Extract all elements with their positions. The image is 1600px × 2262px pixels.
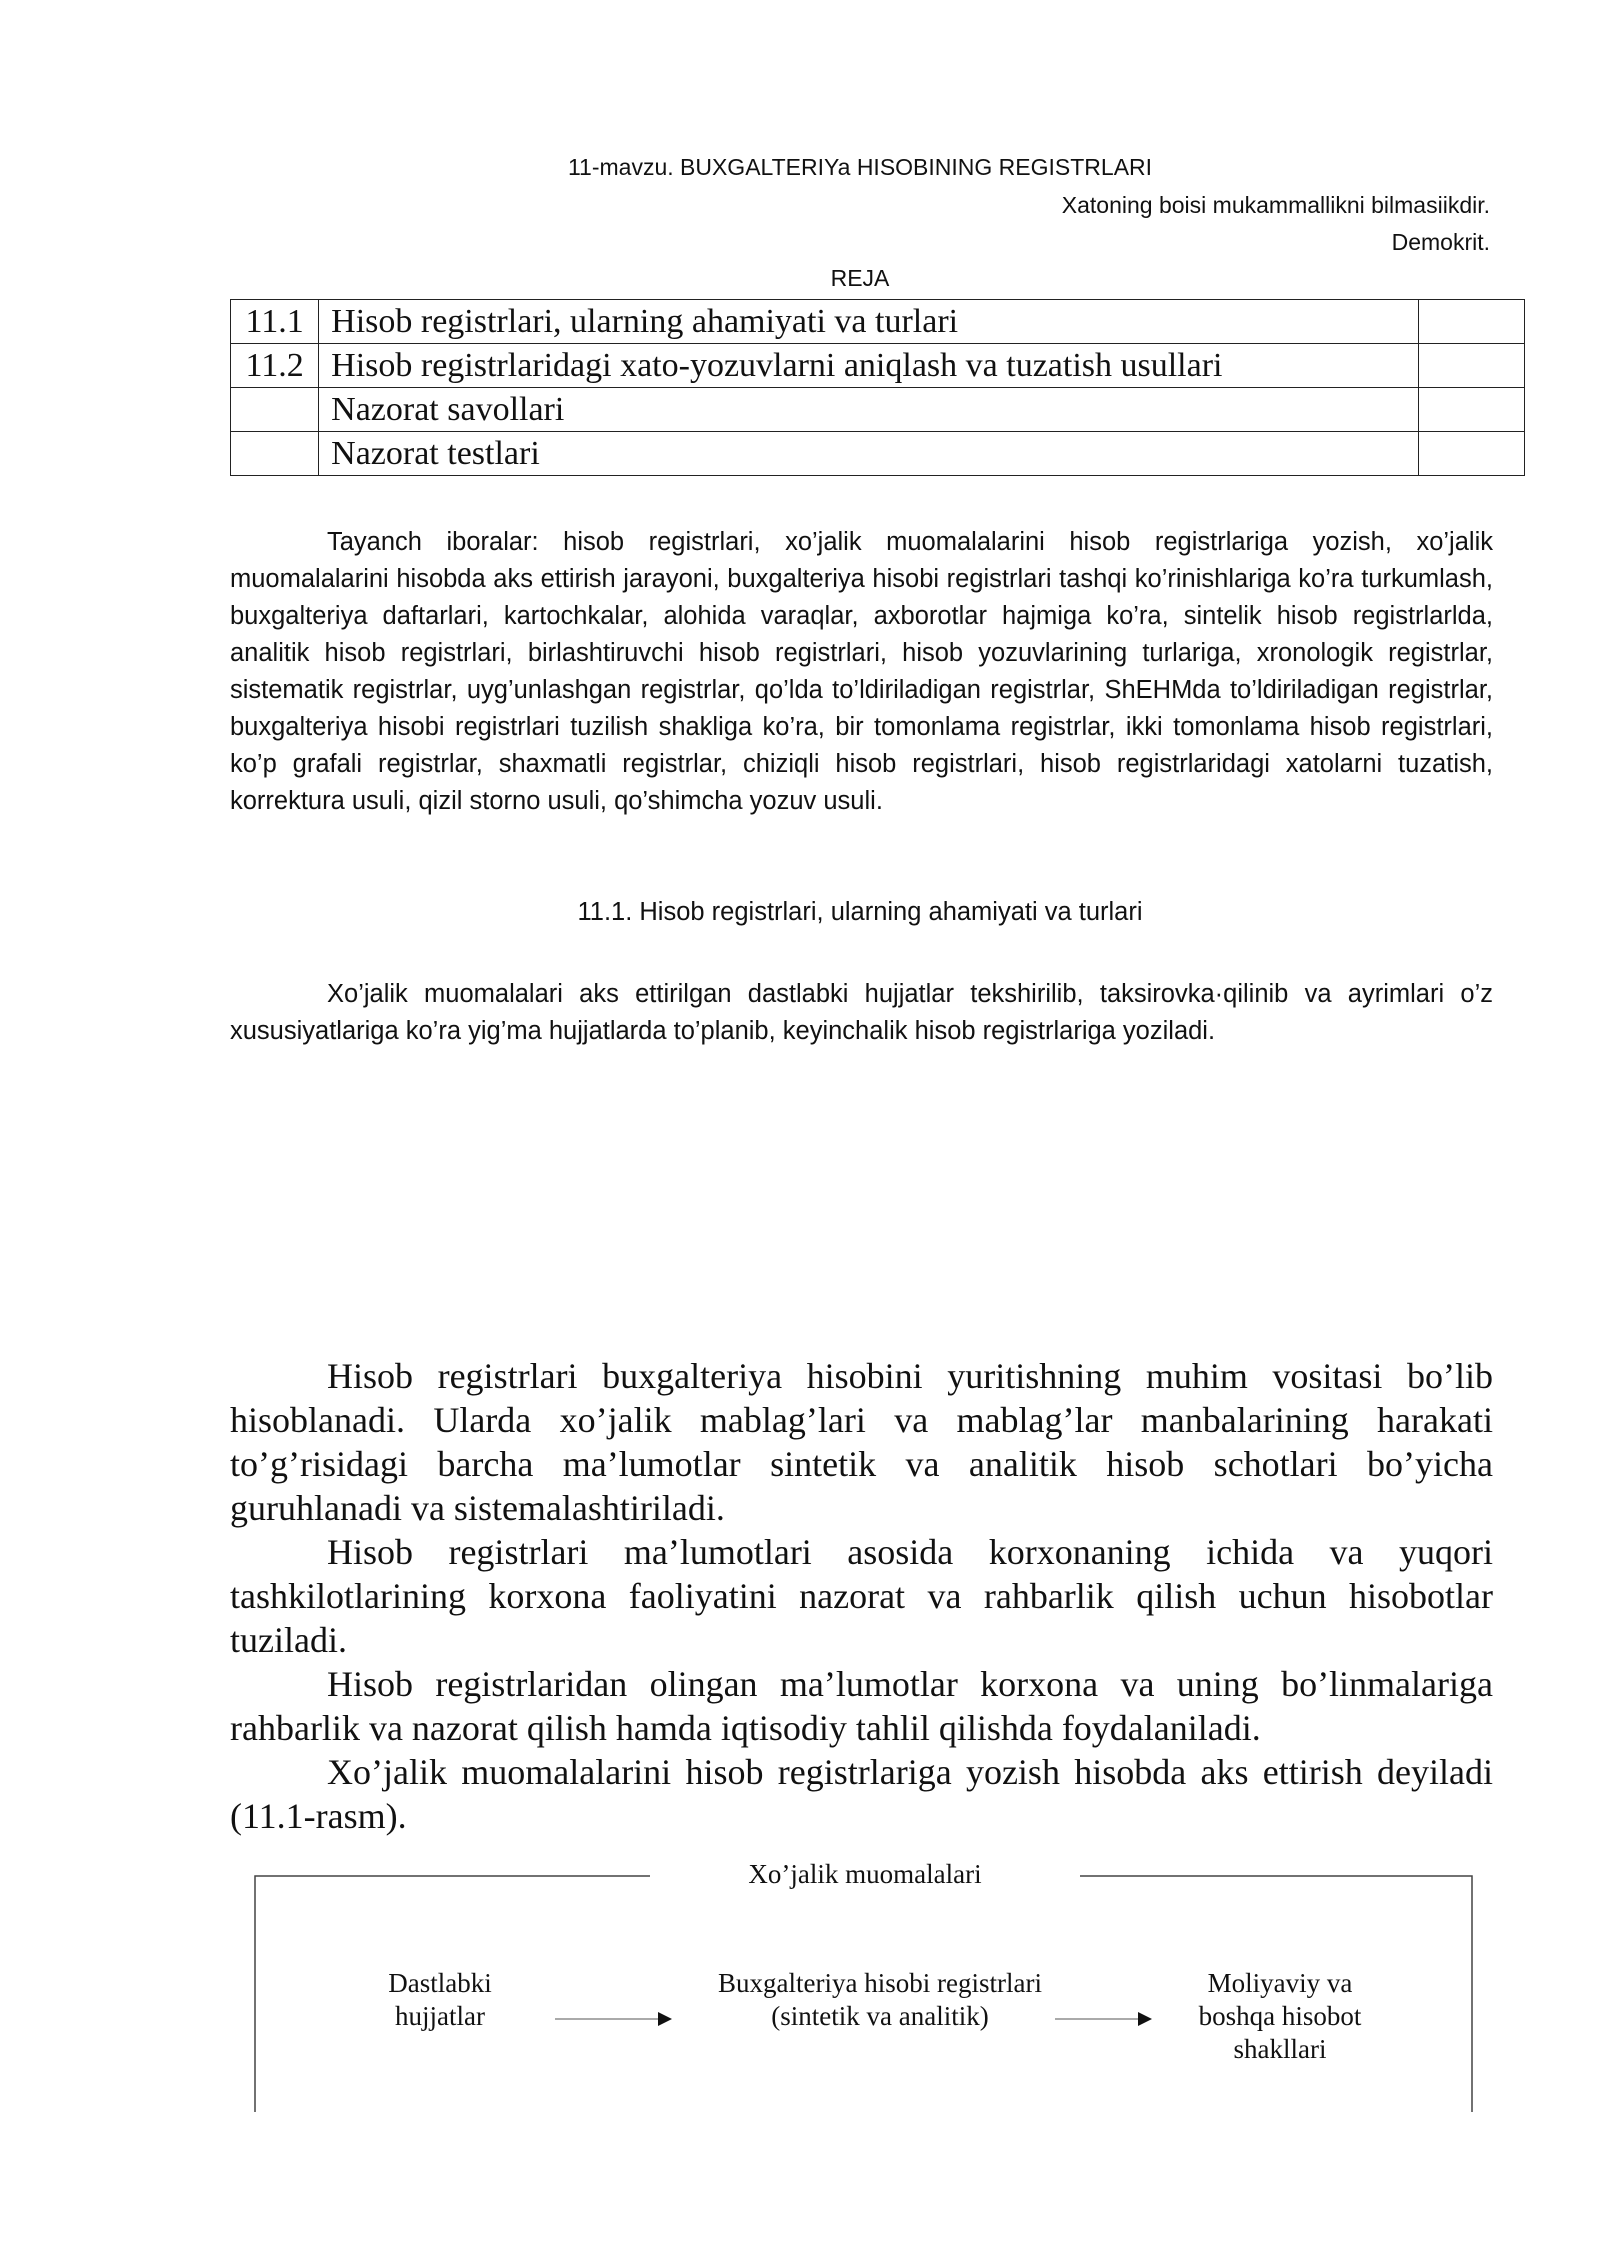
plan-row xyxy=(231,432,1525,476)
plan-row xyxy=(231,300,1525,344)
node-line: shakllari xyxy=(1233,2034,1327,2064)
plan-item-title: Hisob registrlari, ularning ahamiyati va turlari xyxy=(319,300,1418,344)
plan-item-title: Nazorat savollari xyxy=(319,388,1418,432)
diagram-node-primary-documents xyxy=(340,1967,540,2033)
section-title: 11.1. Hisob registrlari, ularning ahamiyati va turlari xyxy=(577,898,1143,926)
plan-empty-cell xyxy=(1418,344,1524,388)
plan-table xyxy=(230,299,1525,476)
plan-empty-cell xyxy=(1418,388,1524,432)
epigraph: Xatoning boisi mukammallikni bilmasiikdir. xyxy=(1061,192,1490,218)
plan-row xyxy=(231,388,1525,432)
diagram-node-registers xyxy=(660,1967,1100,2033)
diagram-top-label: Xo’jalik muomalalari xyxy=(748,1859,982,1889)
epigraph-author: Demokrit. xyxy=(1391,229,1490,255)
node-line: Moliyaviy va xyxy=(1207,1968,1353,1998)
node-line: Dastlabki xyxy=(388,1968,492,1998)
intro-paragraph: Xo’jalik muomalalari aks ettirilgan dastlabki hujjatlar tekshirilib, taksirovka·qilinib va ayrimlari o’z xususiyatlariga ko’ra yig’ma hujjatlarda to’planib, keyinchalik hisob registrlariga yoziladi. xyxy=(230,980,1493,1045)
plan-number xyxy=(231,388,319,432)
body-paragraph: Hisob registrlari ma’lumotlari asosida korxonaning ichida va yuqori tashkilotlarining korxona faoliyatini nazorat va rahbarlik qilish uchun hisobotlar tuziladi. xyxy=(230,1532,1493,1660)
plan-number xyxy=(231,432,319,476)
keywords-paragraph: Tayanch iboralar: hisob registrlari, xo’jalik muomalalarini hisob registrlariga yozish, xo’jalik muomalalarini hisobda aks ettirish jarayoni, buxgalteriya hisobi registrlari tashqi ko’rinishlariga ko’ra turkumlash, buxgalteriya daftarlari, kartochkalar, alohida varaqlar, axborotlar hajmiga ko’ra, sintelik hisob registrlarlda, analitik hisob registrlari, birlashtiruvchi hisob registrlari, hisob yozuvlarining turlariga, xronologik registrlar, sistematik registrlar, uyg’unlashgan registrlar, qo’lda to’ldiriladigan registrlar, ShEHMda to’ldiriladigan registrlar, buxgalteriya hisobi registrlari tuzilish shakliga ko’ra, bir tomonlama registrlar, ikki tomonlama hisob registrlari, ko’p grafali registrlar, shaxmatli registrlar, chiziqli hisob registrlari, hisob registrlaridagi xatolarni tuzatish, korrektura usuli, qizil storno usuli, qo’shimcha yozuv usuli. xyxy=(230,528,1493,815)
plan-empty-cell xyxy=(1418,432,1524,476)
page-title: 11-mavzu. BUXGALTERIYa HISOBINING REGISTRLARI xyxy=(567,154,1153,180)
plan-empty-cell xyxy=(1418,300,1524,344)
node-line: boshqa hisobot xyxy=(1198,2001,1362,2031)
flow-diagram xyxy=(250,1858,1480,2118)
body-paragraph: Hisob registrlaridan olingan ma’lumotlar korxona va uning bo’linmalariga rahbarlik va nazorat qilish hamda iqtisodiy tahlil qilishda foydalaniladi. xyxy=(230,1664,1493,1748)
plan-item-title: Hisob registrlaridagi xato-yozuvlarni aniqlash va tuzatish usullari xyxy=(319,344,1418,388)
plan-number: 11.1 xyxy=(231,300,319,344)
plan-number: 11.2 xyxy=(231,344,319,388)
plan-row xyxy=(231,344,1525,388)
node-line: Buxgalteriya hisobi registrlari xyxy=(718,1968,1042,1998)
body-paragraph: Xo’jalik muomalalarini hisob registrlariga yozish hisobda aks ettirish deyiladi (11.1-rasm). xyxy=(230,1752,1493,1836)
body-paragraph: Hisob registrlari buxgalteriya hisobini yuritishning muhim vositasi bo’lib hisoblanadi. Ularda xo’jalik mablag’lari va mablag’lar manbalarining harakati to’g’risidagi barcha ma’lumotlar sintetik va analitik hisob schotlari bo’yicha guruhlanadi va sistemalashtiriladi. xyxy=(230,1356,1493,1528)
plan-item-title: Nazorat testlari xyxy=(319,432,1418,476)
node-line: (sintetik va analitik) xyxy=(771,2001,989,2031)
plan-heading: REJA xyxy=(830,265,890,291)
diagram-node-reports xyxy=(1150,1967,1410,2066)
node-line: hujjatlar xyxy=(395,2001,485,2031)
